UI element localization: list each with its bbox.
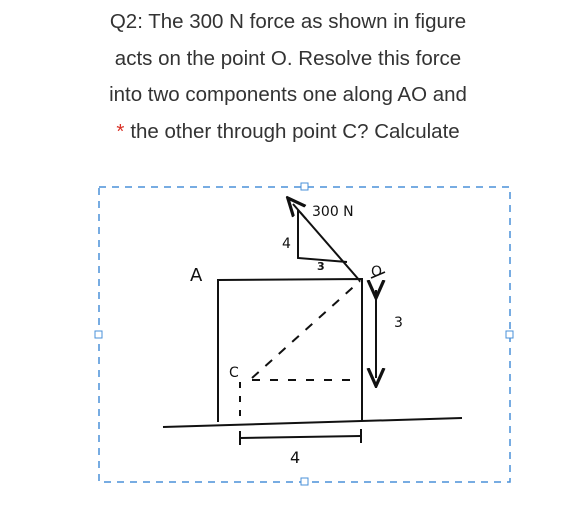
force-label: 300 N: [312, 204, 354, 220]
question-line-1: Q2: The 300 N force as shown in figure: [109, 10, 467, 33]
point-o-label: O: [371, 264, 383, 280]
point-a-label: A: [190, 265, 203, 286]
slope-horizontal-label: 3: [317, 260, 325, 273]
slope-vertical-label: 4: [282, 236, 291, 252]
force-line: [300, 212, 360, 281]
horizontal-dimension-line: [240, 436, 361, 438]
crop-handle-right: [506, 331, 513, 338]
crop-handle-top: [301, 183, 308, 190]
question-line-3: into two components one along AO and: [109, 83, 467, 106]
force-arrow: [293, 204, 306, 219]
crop-handle-left: [95, 331, 102, 338]
question-line-4-text: the other through point C? Calculate: [130, 119, 460, 143]
question-line-2: acts on the point O. Resolve this force: [114, 46, 462, 70]
point-c-label: C: [229, 365, 239, 381]
vertical-dimension-label: 3: [394, 315, 403, 331]
required-asterisk: *: [116, 119, 125, 143]
crop-handle-bottom: [301, 478, 308, 485]
dashed-line-c-to-o: [252, 281, 360, 378]
horizontal-dimension-label: 4: [290, 448, 301, 467]
ground-line: [163, 418, 462, 427]
